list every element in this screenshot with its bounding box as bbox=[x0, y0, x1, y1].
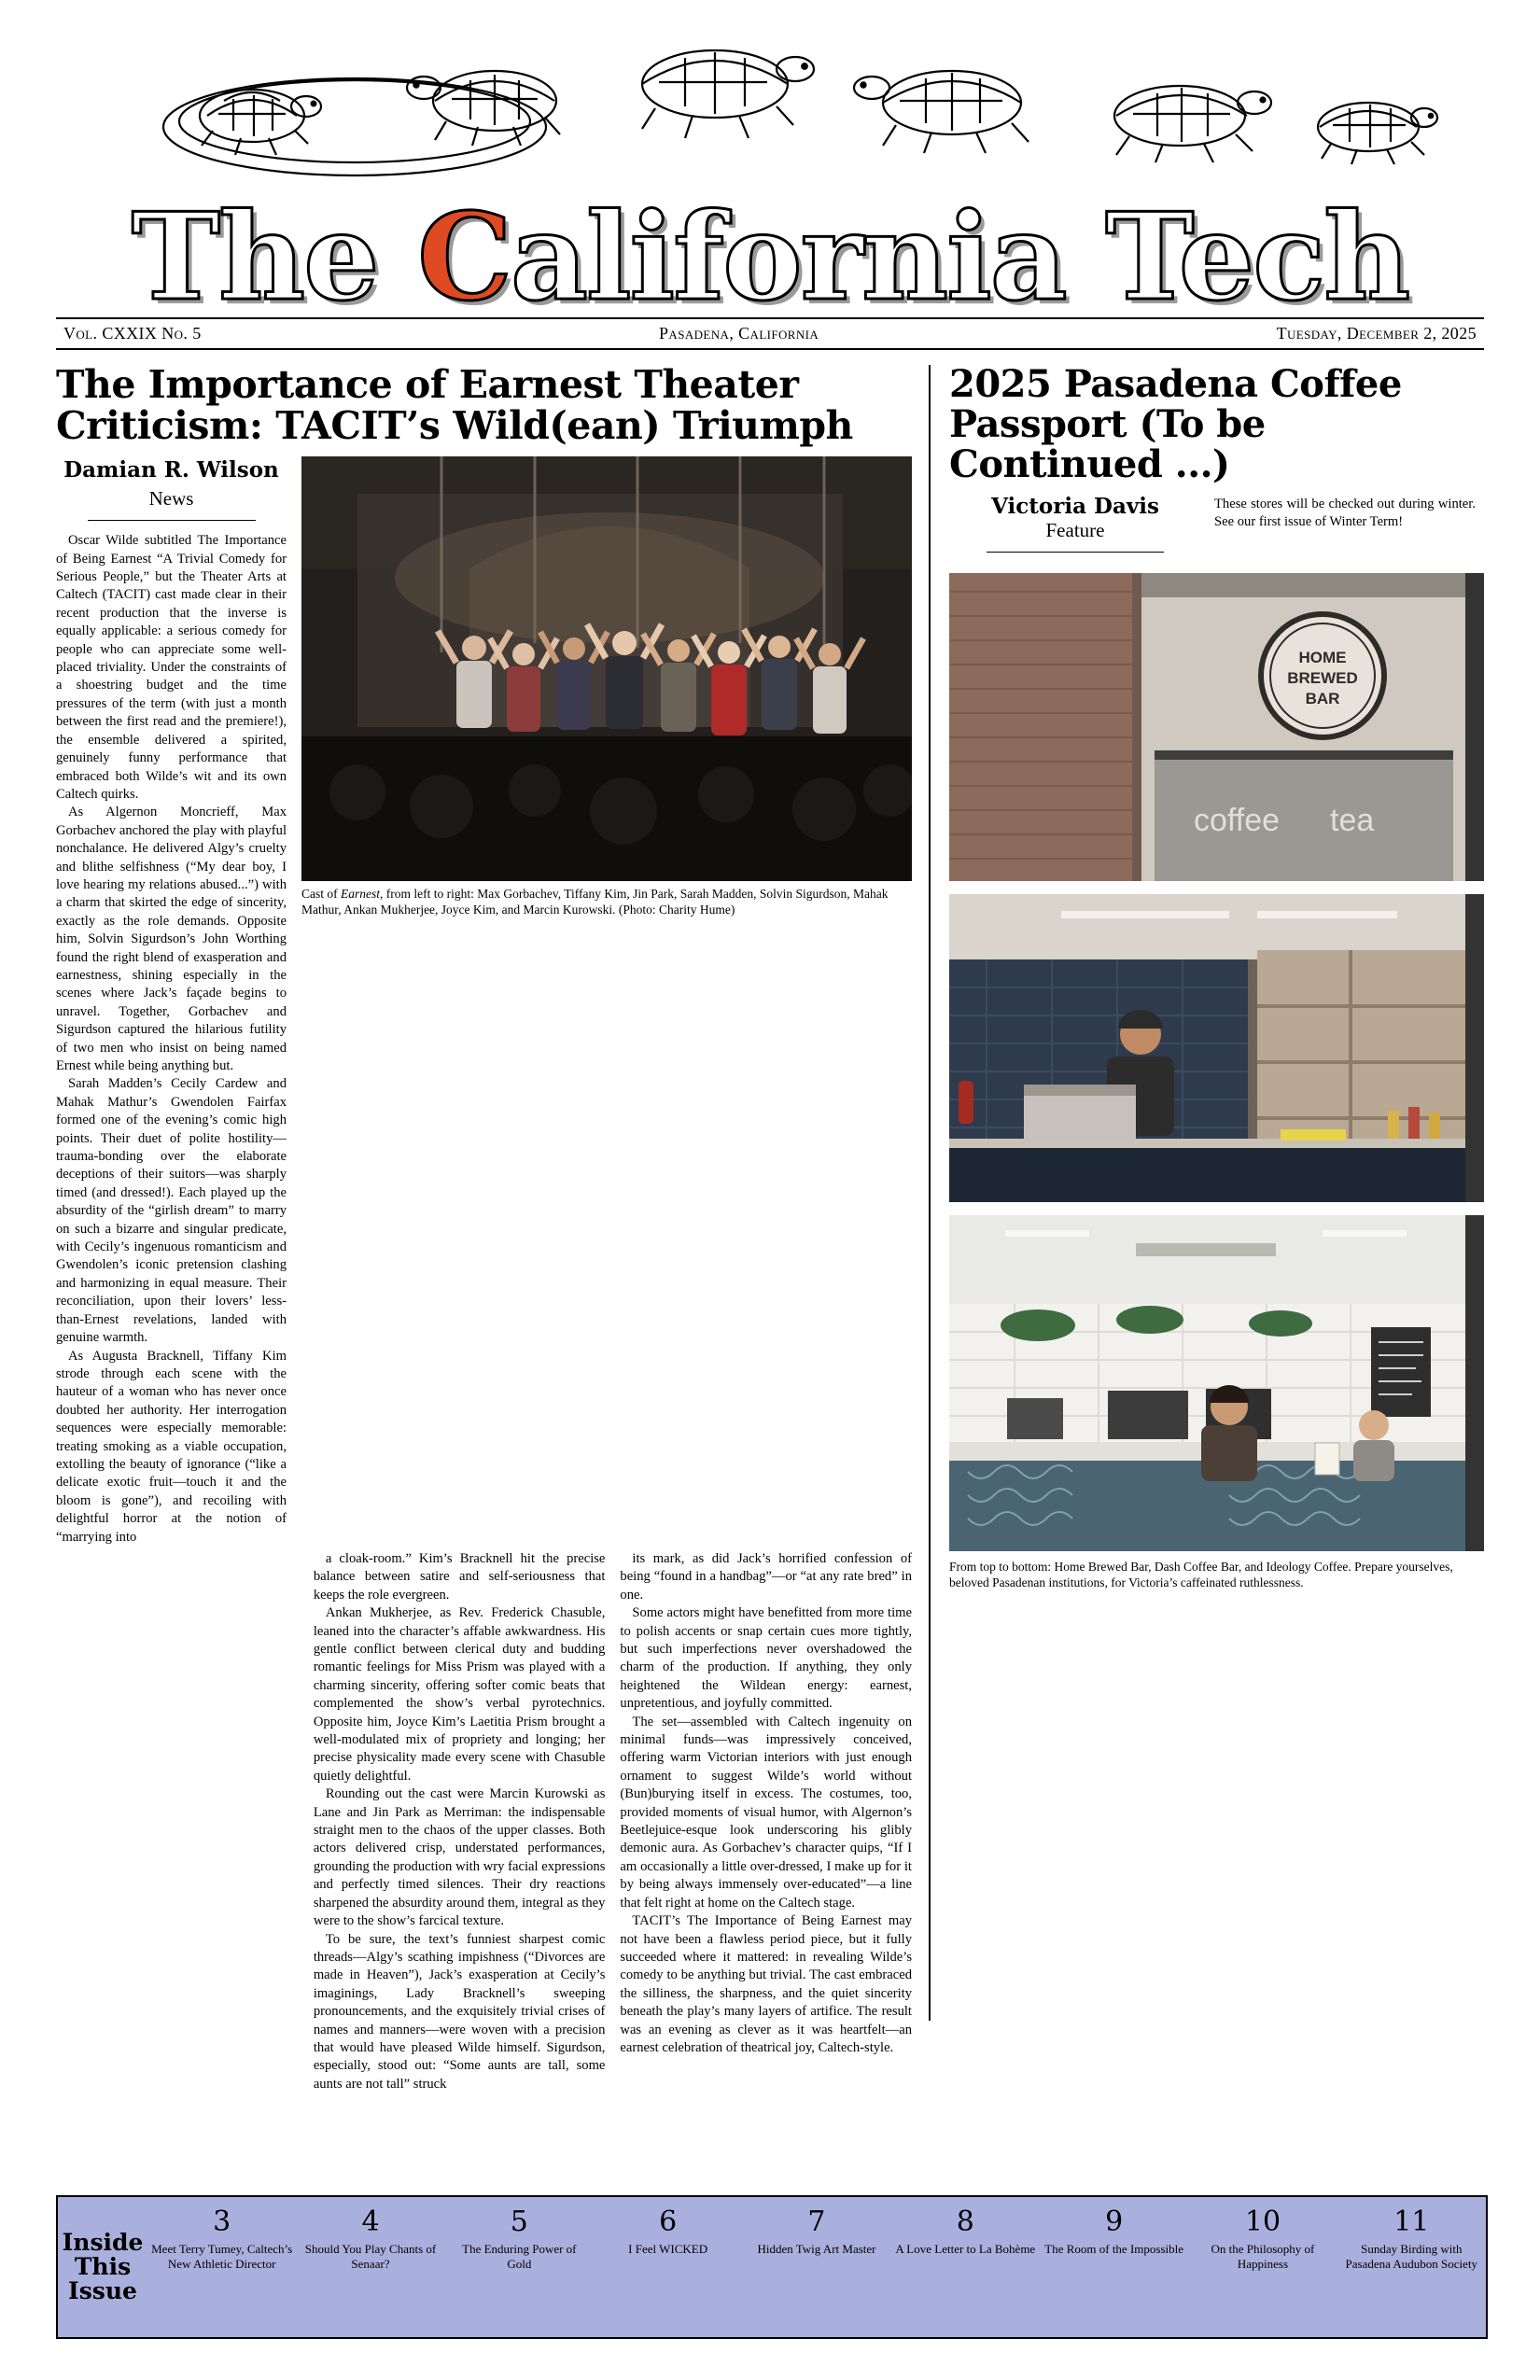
inside-item-title: The Room of the Impossible bbox=[1044, 2242, 1184, 2256]
place-line: Pasadena, California bbox=[659, 324, 819, 343]
right-byline bbox=[949, 494, 1201, 553]
inside-label-line1: Inside bbox=[62, 2228, 144, 2256]
inside-item-page: 6 bbox=[659, 2205, 678, 2238]
left-author: Damian R. Wilson bbox=[63, 456, 279, 483]
paragraph: The set—assembled with Caltech ingenuity on minimal funds—was impressively conceived, offering warm Victorian interiors with just enough ornament to suggest Wilde’s world without (Bun)burying itself in excess. The costumes, too, provided moments of visual humor, with Algernon’s Beetlejuice-esque look underscoring his glibly demonic aura. As Gorbachev’s character quips, “If I am occasionally a little over-dressed, I make up for it by being always immensely over-educated”—a line that felt right at home on the Caltech stage. bbox=[620, 1714, 912, 1911]
svg-text:tea: tea bbox=[1330, 803, 1375, 839]
svg-text:HOME: HOME bbox=[1298, 649, 1347, 667]
cast-photo bbox=[301, 456, 912, 881]
inside-items bbox=[147, 2197, 1486, 2337]
svg-text:coffee: coffee bbox=[1194, 803, 1281, 839]
left-col1 bbox=[56, 456, 287, 1547]
inside-item[interactable] bbox=[1188, 2205, 1337, 2273]
inside-this-issue-banner bbox=[56, 2195, 1488, 2339]
volume-number: Vol. CXXIX No. 5 bbox=[63, 324, 202, 343]
inside-item-page: 4 bbox=[361, 2205, 380, 2238]
content-area bbox=[56, 350, 1484, 2092]
inside-item[interactable] bbox=[1337, 2205, 1486, 2273]
date-line: Tuesday, December 2, 2025 bbox=[1276, 324, 1477, 343]
inside-item[interactable] bbox=[445, 2205, 594, 2273]
inside-item-title: A Love Letter to La Bohème bbox=[895, 2242, 1036, 2256]
paragraph: a cloak-room.” Kim’s Bracknell hit the precise balance between satire and self-seriousness that keeps the role evergreen. bbox=[313, 1550, 606, 1603]
svg-text:BREWED: BREWED bbox=[1287, 669, 1358, 688]
masthead bbox=[0, 0, 1540, 328]
home-brewed-bar-photo bbox=[949, 573, 1484, 881]
left-byline bbox=[56, 456, 287, 522]
inside-item-page: 9 bbox=[1105, 2205, 1124, 2238]
right-article bbox=[931, 359, 1484, 2021]
left-article bbox=[56, 359, 929, 2092]
inside-item[interactable] bbox=[594, 2205, 742, 2257]
inside-item-page: 8 bbox=[956, 2205, 974, 2238]
inside-item[interactable] bbox=[891, 2205, 1040, 2257]
title-before: The bbox=[131, 188, 418, 328]
paragraph: Ankan Mukherjee, as Rev. Frederick Chasuble, leaned into the character’s affable awkwardness. His gentle conflict between clerical duty and budding romantic feelings for Miss Prism was played with a charming sincerity, offering softer comic beats that complemented the show’s verbal pyrotechnics. Opposite him, Joyce Kim’s Laetitia Prism brought a well-modulated mix of propriety and longing; her precise physicality made every scene with Chasuble quietly delightful. bbox=[313, 1605, 606, 1784]
left-cols-2-3 bbox=[314, 1550, 912, 2093]
inside-item-page: 5 bbox=[510, 2205, 528, 2238]
paragraph: As Algernon Moncrieff, Max Gorbachev anchored the play with playful nonchalance. He delivered Algy’s cruelty and blithe selfishness (“My dear boy, I love hearing my relations abused...”) with a charm that skirted the edge of sincerity, exactly as the role demands. Opposite him, Solvin Sigurdson’s John Worthing found the right blend of exasperation and earnestness, shining especially in the scenes where Jack’s façade begins to unravel. Together, Gorbachev and Sigurdson captured the hilarious futility of two men who insist on being named Ernest while being anything but. bbox=[56, 805, 287, 1073]
inside-item[interactable] bbox=[1040, 2205, 1188, 2257]
inside-item-page: 10 bbox=[1244, 2205, 1281, 2238]
left-section: News bbox=[148, 487, 194, 511]
title-after: alifornia Tech bbox=[510, 188, 1409, 328]
left-headline: The Importance of Earnest Theater Criticism: TACIT’s Wild(ean) Triumph bbox=[56, 362, 853, 448]
inside-item-title: Sunday Birding with Pasadena Audubon Society bbox=[1345, 2242, 1478, 2272]
turtle-illustration bbox=[56, 17, 1484, 203]
inside-item-page: 7 bbox=[807, 2205, 826, 2238]
paragraph: As Augusta Bracknell, Tiffany Kim strode through each scene with the hauteur of a woman who has never once doubted her authority. Her interrogation sequences were especially memorable: treating smoking as a viable occupation, extolling the beauty of ignorance (“like a delicate exotic fruit—touch it and the bloom is gone”), and recoiling with delightful horror at the notion of “marrying into bbox=[56, 1348, 287, 1545]
byline-divider bbox=[88, 520, 256, 521]
paragraph: Oscar Wilde subtitled The Importance of Being Earnest “A Trivial Comedy for Serious People,” but the Theater Arts at Caltech (TACIT) cast made clear in their recent production that the inverse is equally applicable: a serious comedy for people who can appreciate some well-placed triviality. Under the constraints of a shoestring budget and the time pressures of the term (with just a month between the first read and the premiere!), the ensemble delivered a spirited, genuinely funny performance that embraced both Wilde’s wit and its own Caltech quirks. bbox=[56, 533, 287, 802]
cast-photo-caption: Cast of Earnest, from left to right: Max Gorbachev, Tiffany Kim, Jin Park, Sarah Madden, Solvin Sigurdson, Mahak Mathur, Ankan Mukherjee, Joyce Kim, and Marcin Kurowski. (Photo: Charity Hume) bbox=[301, 886, 889, 917]
inside-label bbox=[58, 2197, 147, 2337]
inside-item-title: I Feel WICKED bbox=[628, 2242, 708, 2256]
dash-coffee-bar-photo bbox=[949, 894, 1484, 1202]
paper-title bbox=[56, 188, 1484, 328]
inside-label-line2: This bbox=[74, 2252, 132, 2280]
inside-item[interactable] bbox=[147, 2205, 296, 2273]
inside-item[interactable] bbox=[296, 2205, 444, 2273]
inside-item-page: 3 bbox=[213, 2205, 231, 2238]
paragraph: Some actors might have benefitted from more time to polish accents or snap certain cues more tightly, but such imperfections never overshadowed the charm of the production. If anything, they only heightened the Wildean energy: earnest, unpretentious, and joyfully committed. bbox=[620, 1605, 912, 1712]
right-byline-divider bbox=[987, 552, 1164, 553]
paragraph: its mark, as did Jack’s horrified confession of being “found in a handbag”—or “at any rate bred” in one. bbox=[620, 1550, 912, 1603]
right-photo-caption: From top to bottom: Home Brewed Bar, Dash Coffee Bar, and Ideology Coffee. Prepare yourselves, beloved Pasadenan institutions, for Victoria’s caffeinated ruthlessness. bbox=[949, 1560, 1453, 1590]
paragraph: Sarah Madden’s Cecily Cardew and Mahak Mathur’s Gwendolen Fairfax formed one of the evening’s comic high points. Their duet of polite hostility—trauma-bonding over the elaborate deceptions of their suitors—was sharply timed (and dressed!). Each played up the absurdity of the “girlish dream” to marry on such a bizarre and singular predicate, with Cecily’s ingenuous romanticism and Gwendolen’s iconic pretension clashing and harmonizing in equal measure. Their reconciliation, upon their lovers’ less-than-Ernest revelations, landed with genuine warmth. bbox=[56, 1076, 287, 1346]
right-author: Victoria Davis bbox=[991, 494, 1159, 520]
inside-item-title: The Enduring Power of Gold bbox=[462, 2242, 577, 2272]
paragraph: To be sure, the text’s funniest sharpest comic threads—Algy’s scathing impishness (“Divorces are made in Heaven”), Jack’s exasperation at Cecily’s imaginings, Lady Bracknell’s sweeping pronouncements, and the exquisitely trivial crises of names and manners—were woven with a precision that would have pleased Wilde himself. Sigurdson, especially, stood out: “Some aunts are tall, some aunts are not tall” struck bbox=[313, 1931, 606, 2092]
left-figure bbox=[301, 456, 912, 1547]
inside-item-title: On the Philosophy of Happiness bbox=[1211, 2242, 1315, 2272]
right-section: Feature bbox=[1045, 519, 1105, 542]
inside-item-page: 11 bbox=[1393, 2205, 1430, 2238]
paragraph: Rounding out the cast were Marcin Kurowski as Lane and Jin Park as Merriman: the indispensable straight men to the chaos of the upper classes. Both actors delivered crisp, understated performances, grounding the production with wry facial expressions and perfectly timed silences. Their dry reactions sharpened the absurdity around them, integral as they were to the show’s farcical texture. bbox=[313, 1786, 606, 1929]
right-headline: 2025 Pasadena Coffee Passport (To be Continued ...) bbox=[949, 362, 1402, 486]
right-standfirst: These stores will be checked out during winter. See our first issue of Winter Term! bbox=[1214, 497, 1476, 530]
inside-item-title: Meet Terry Tumey, Caltech’s New Athletic Director bbox=[151, 2242, 293, 2272]
paragraph: TACIT’s The Importance of Being Earnest may not have been a flawless period piece, but it fully succeeded where it mattered: in revealing Wilde’s comedy to be anything but trivial. The cast embraced the silliness, the sharpness, and the quiet sincerity beneath the play’s many layers of artifice. The result was an evening as clever as it was heartfelt—an earnest celebration of theatrical joy, Caltech-style. bbox=[620, 1913, 912, 2055]
title-dropcap: C bbox=[417, 188, 511, 328]
inside-item-title: Should You Play Chants of Senaar? bbox=[304, 2242, 437, 2272]
svg-text:BAR: BAR bbox=[1305, 690, 1340, 708]
inside-item[interactable] bbox=[742, 2205, 890, 2257]
inside-label-line3: Issue bbox=[68, 2277, 137, 2305]
inside-item-title: Hidden Twig Art Master bbox=[757, 2242, 876, 2256]
ideology-coffee-photo bbox=[949, 1215, 1484, 1551]
